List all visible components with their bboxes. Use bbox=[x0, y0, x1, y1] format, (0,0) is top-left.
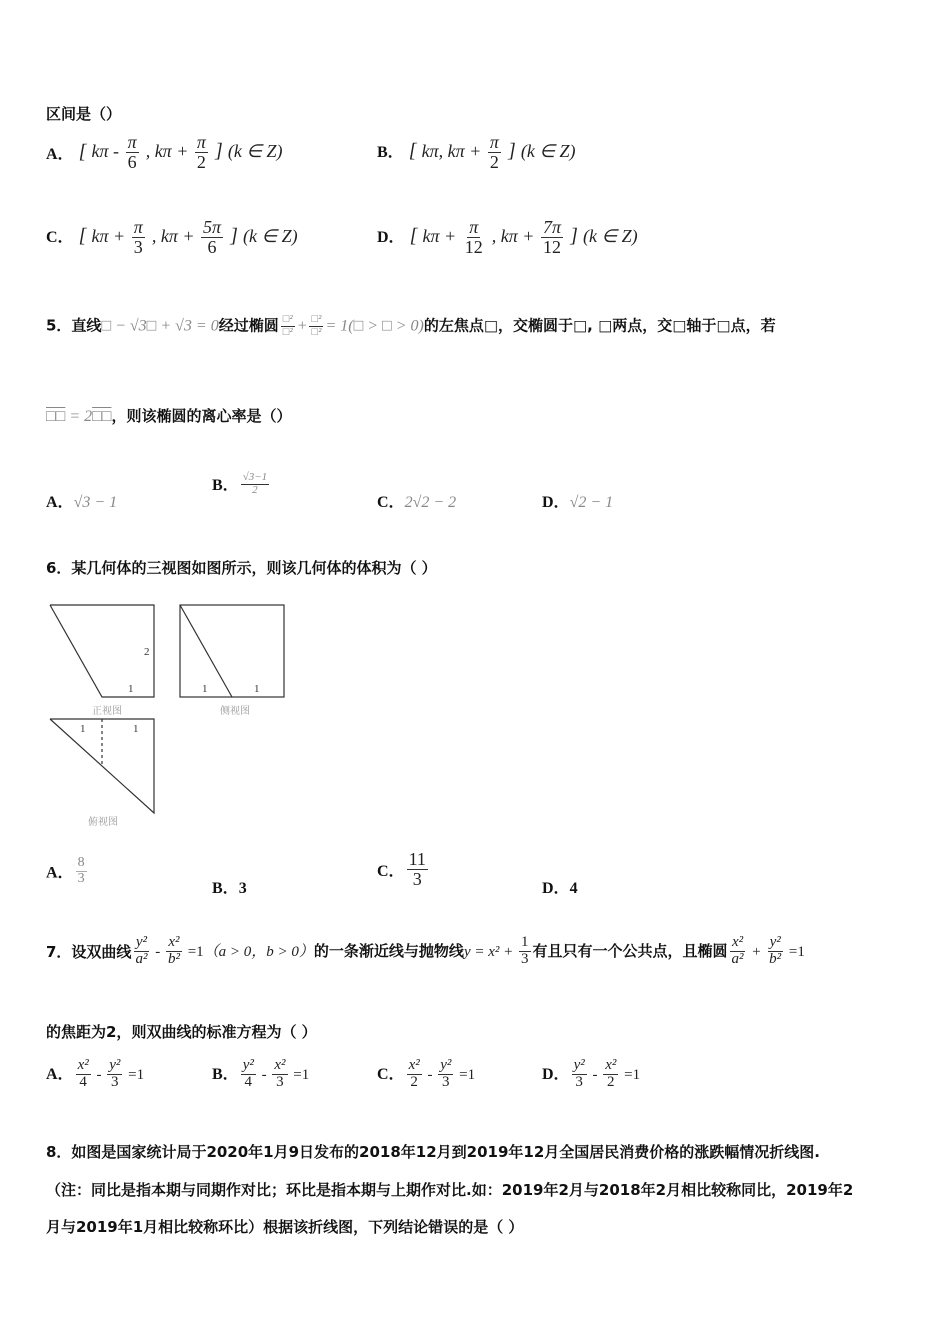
q5-stem: 5．直线□ − √3□ + √3 = 0经过椭圆 $\frac{\text{□²}}{\text{□²}}$ + $\frac{\text{□²}}{\text{□²}}$ = 1(□ > □ > 0)的左焦点□，交椭圆于□, □两点，交□轴于□点，若 bbox=[46, 313, 776, 338]
q6-option-b[interactable]: B．3 bbox=[212, 880, 247, 897]
dim-front-b: 1 bbox=[128, 683, 134, 695]
dim-front-h: 2 bbox=[144, 646, 150, 658]
q6-option-c[interactable]: C． $\frac{11}{3}$ bbox=[377, 849, 426, 889]
option-label: A． bbox=[46, 145, 74, 163]
front-view bbox=[50, 605, 154, 697]
dim-top-r: 1 bbox=[133, 723, 139, 735]
side-view-label: 侧视图 bbox=[220, 706, 250, 717]
q5-option-a[interactable]: A．√3 − 1 bbox=[46, 494, 118, 511]
q8-stem-line3: 月与2019年1月相比较称环比）根据该折线图，下列结论错误的是（ ） bbox=[46, 1218, 524, 1236]
top-view-label: 俯视图 bbox=[88, 817, 118, 828]
q5-option-c[interactable]: C．2√2 − 2 bbox=[377, 494, 457, 511]
three-view-figure bbox=[40, 595, 300, 830]
side-view bbox=[180, 605, 284, 697]
q7-option-d[interactable]: D． $\frac{\text{y²}}{3}$ - $\frac{\text{x²}}{2}$ =1 bbox=[542, 1057, 641, 1090]
front-view-label: 正视图 bbox=[92, 706, 122, 717]
dim-side-l: 1 bbox=[202, 683, 208, 695]
vector-right: □□ bbox=[92, 408, 112, 425]
q5-option-d[interactable]: D．√2 − 1 bbox=[542, 494, 614, 511]
q7-option-a[interactable]: A． $\frac{\text{x²}}{4}$ - $\frac{\text{y²}}{3}$ =1 bbox=[46, 1057, 145, 1090]
q7-stem: 7．设双曲线 $\frac{\text{y²}}{\text{a²}}$ - $\frac{\text{x²}}{\text{b²}}$ =1（a > 0，b > 0）的一条渐近线与抛物线y = x² + $\frac{1}{3}$ 有且只有一个公共点，且椭圆 $\frac{\text{x²}}{\text{a²}}$ + $\frac{\text{y²}}{\text{b²}}$ =1 bbox=[46, 934, 805, 967]
q8-stem-line2: （注：同比是指本期与同期作对比；环比是指本期与上期作对比.如：2019年2月与2018年2月相比较称同比，2019年2 bbox=[46, 1181, 854, 1199]
q7-option-b[interactable]: B． $\frac{\text{y²}}{4}$ - $\frac{\text{x²}}{3}$ =1 bbox=[212, 1057, 310, 1090]
option-label: C． bbox=[46, 228, 74, 246]
q4-option-b[interactable]: B． [ kπ, kπ + $\frac{\pi}{2}$ ] (k ∈ Z) bbox=[377, 132, 576, 172]
q5-condition: □□ = 2□□，则该椭圆的离心率是（） bbox=[46, 407, 292, 425]
q7-stem-line2: 的焦距为2，则双曲线的标准方程为（ ） bbox=[46, 1023, 317, 1041]
dim-side-r: 1 bbox=[254, 683, 260, 695]
q5-option-b[interactable]: B． $\frac{√3-1}{2}$ bbox=[212, 471, 268, 496]
q4-option-c[interactable]: C． [ kπ + $\frac{\pi}{3}$ , kπ + $\frac{5\pi}{6}$ ] (k ∈ Z) bbox=[46, 217, 298, 257]
q7-option-c[interactable]: C． $\frac{\text{x²}}{2}$ - $\frac{\text{y²}}{3}$ =1 bbox=[377, 1057, 476, 1090]
q4-stem: 区间是（） bbox=[46, 105, 122, 123]
q4-option-d[interactable]: D． [ kπ + $\frac{\pi}{12}$ , kπ + $\frac{7\pi}{12}$ ] (k ∈ Z) bbox=[377, 217, 638, 257]
q6-stem: 6．某几何体的三视图如图所示，则该几何体的体积为（ ） bbox=[46, 559, 437, 577]
option-label: B． bbox=[377, 143, 404, 161]
option-label: D． bbox=[377, 228, 405, 246]
q8-stem-line1: 8．如图是国家统计局于2020年1月9日发布的2018年12月到2019年12月全国居民消费价格的涨跌幅情况折线图. bbox=[46, 1143, 821, 1161]
vector-left: □□ bbox=[46, 408, 66, 425]
q4-option-a[interactable]: A． [ kπ - $\frac{\pi}{6}$ , kπ + $\frac{\pi}{2}$ ] (k ∈ Z) bbox=[46, 132, 283, 172]
q6-option-a[interactable]: A． $\frac{8}{3}$ bbox=[46, 855, 85, 886]
q6-option-d[interactable]: D．4 bbox=[542, 880, 578, 897]
dim-top-l: 1 bbox=[80, 723, 86, 735]
